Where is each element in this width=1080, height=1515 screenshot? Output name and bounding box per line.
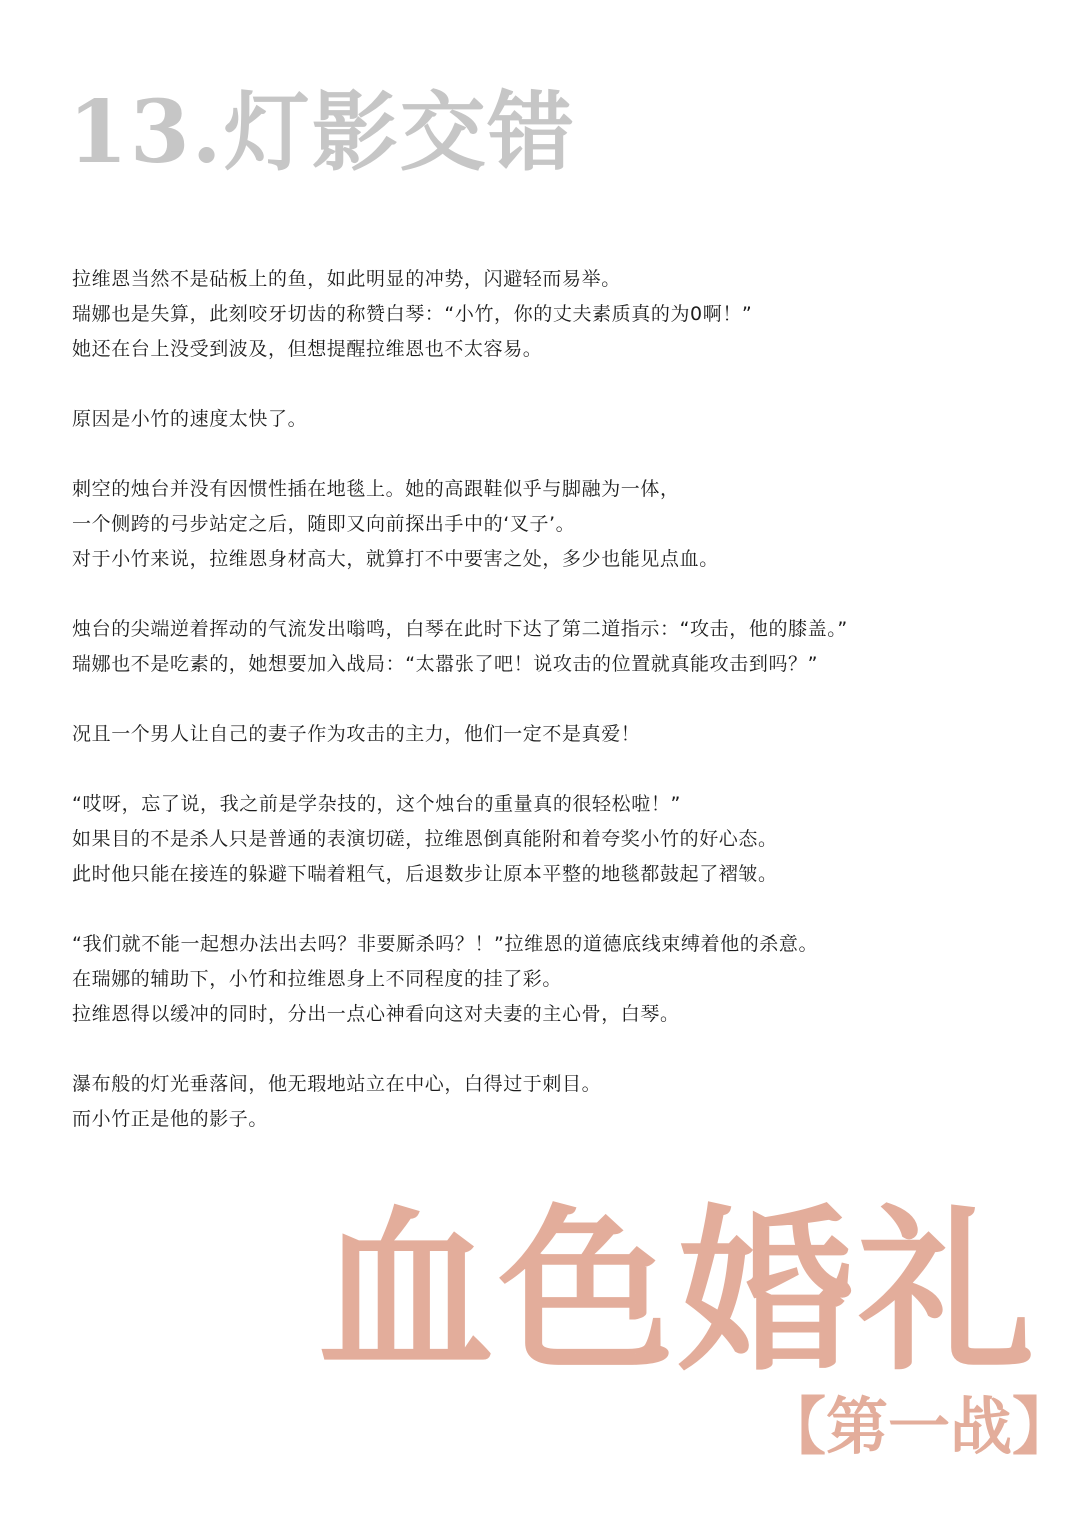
- paragraph: [72, 927, 1032, 1032]
- paragraph: [72, 262, 1032, 367]
- chapter-body: [72, 262, 1032, 1172]
- text-line: 刺空的烛台并没有因惯性插在地毯上。她的高跟鞋似乎与脚融为一体，: [72, 478, 680, 500]
- text-line: “我们就不能一起想办法出去吗？非要厮杀吗？！”拉维恩的道德底线束缚着他的杀意。: [72, 933, 819, 955]
- text-line: 烛台的尖端逆着挥动的气流发出嗡鸣，白琴在此时下达了第二道指示：“攻击，他的膝盖。”: [72, 618, 848, 640]
- text-line: “哎呀，忘了说，我之前是学杂技的，这个烛台的重量真的很轻松啦！”: [72, 793, 681, 815]
- text-line: 瀑布般的灯光垂落间，他无瑕地站立在中心，白得过于刺目。: [72, 1073, 602, 1095]
- paragraph: [72, 717, 1032, 752]
- text-line: 而小竹正是他的影子。: [72, 1108, 269, 1130]
- series-logo-subtitle: 【第一战】: [764, 1390, 1075, 1463]
- text-line: 原因是小竹的速度太快了。: [72, 408, 308, 430]
- paragraph: [72, 402, 1032, 437]
- paragraph: [72, 472, 1032, 577]
- text-line: 此时他只能在接连的躲避下喘着粗气，后退数步让原本平整的地毯都鼓起了褶皱。: [72, 863, 778, 885]
- text-line: 一个侧跨的弓步站定之后，随即又向前探出手中的‘叉子’。: [72, 513, 576, 535]
- paragraph: [72, 1067, 1032, 1137]
- text-line: 瑞娜也是失算，此刻咬牙切齿的称赞白琴：“小竹，你的丈夫素质真的为0啊！”: [72, 303, 753, 325]
- chapter-title: 13.灯影交错: [68, 82, 576, 183]
- text-line: 拉维恩得以缓冲的同时，分出一点心神看向这对夫妻的主心骨，白琴。: [72, 1003, 680, 1025]
- text-line: 况且一个男人让自己的妻子作为攻击的主力，他们一定不是真爱！: [72, 723, 641, 745]
- text-line: 瑞娜也不是吃素的，她想要加入战局：“太嚣张了吧！说攻击的位置就真能攻击到吗？”: [72, 653, 819, 675]
- series-logo-title: 血色婚礼: [318, 1188, 1039, 1395]
- paragraph: [72, 612, 1032, 682]
- text-line: 对于小竹来说，拉维恩身材高大，就算打不中要害之处，多少也能见点血。: [72, 548, 719, 570]
- text-line: 她还在台上没受到波及，但想提醒拉维恩也不太容易。: [72, 338, 543, 360]
- text-line: 在瑞娜的辅助下，小竹和拉维恩身上不同程度的挂了彩。: [72, 968, 563, 990]
- text-line: 拉维恩当然不是砧板上的鱼，如此明显的冲势，闪避轻而易举。: [72, 268, 621, 290]
- text-line: 如果目的不是杀人只是普通的表演切磋，拉维恩倒真能附和着夸奖小竹的好心态。: [72, 828, 778, 850]
- paragraph: [72, 787, 1032, 892]
